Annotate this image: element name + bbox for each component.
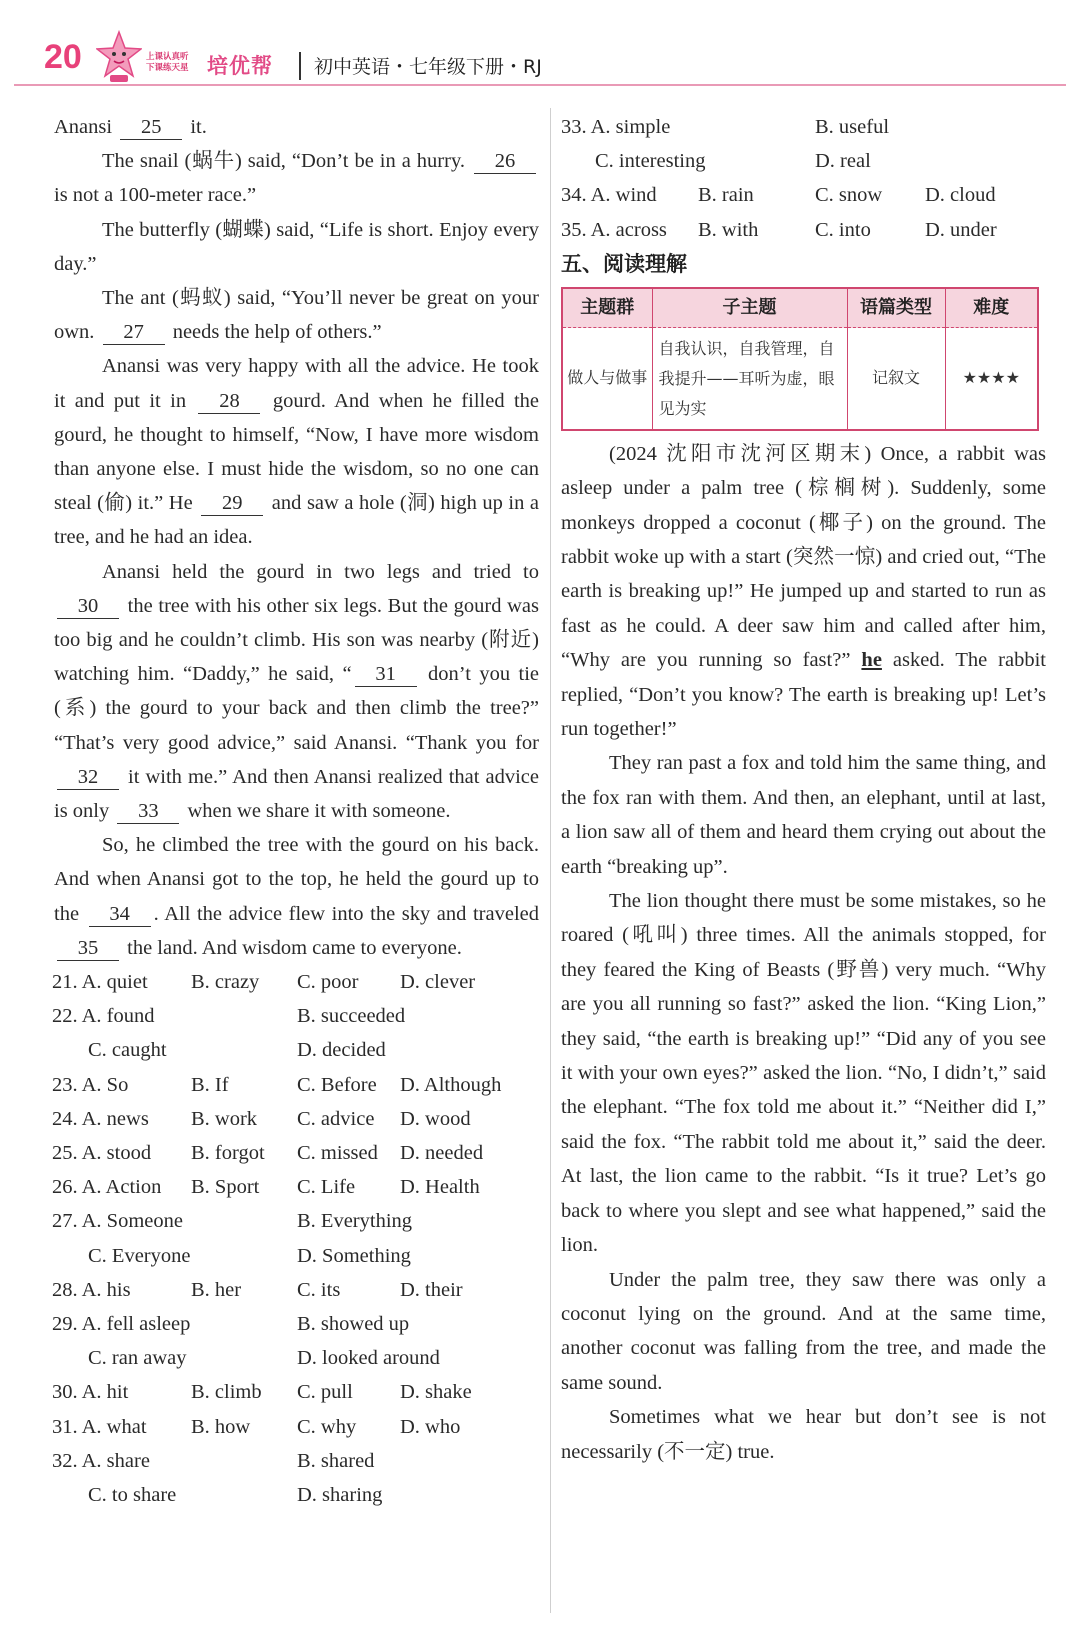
option-a[interactable]: 28. A. his [52, 1278, 131, 1301]
options-list-right [561, 110, 1046, 247]
option-row [54, 1102, 539, 1136]
table-header: 语篇类型 [847, 288, 945, 328]
option-row [54, 1273, 539, 1307]
option-b[interactable]: B. rain [698, 184, 754, 207]
option-b[interactable]: B. Sport [191, 1176, 260, 1199]
option-b[interactable]: B. shared [297, 1449, 375, 1472]
option-row [561, 213, 1046, 247]
option-c[interactable]: C. ran away [88, 1347, 187, 1370]
option-b[interactable]: B. crazy [191, 971, 260, 994]
option-row [54, 1307, 539, 1341]
option-row [54, 965, 539, 999]
table-header: 难度 [945, 288, 1038, 328]
blank-30[interactable]: 30 [57, 594, 119, 619]
option-d[interactable]: D. real [815, 150, 871, 173]
option-c[interactable]: C. caught [88, 1039, 167, 1062]
option-row [54, 1204, 539, 1238]
option-d[interactable]: D. who [400, 1415, 461, 1438]
option-a[interactable]: 34. A. wind [561, 184, 657, 207]
reading-paragraph: Sometimes what we hear but don’t see is not necessarily (不一定) true. [561, 1406, 1046, 1463]
table-cell: 自我认识，自我管理，自我提升——耳听为虚，眼见为实 [652, 328, 847, 430]
blank-35[interactable]: 35 [57, 936, 119, 961]
option-b[interactable]: B. useful [815, 116, 890, 138]
reading-paragraph: They ran past a fox and told him the same thing, and the fox ran with them. And then, an elephant, until at last, a lion saw all of them and heard them crying out about the earth “breaking up”. [561, 752, 1046, 878]
option-row [54, 1410, 539, 1444]
option-a[interactable]: 26. A. Action [52, 1176, 162, 1199]
option-c[interactable]: C. advice [297, 1107, 375, 1130]
option-c[interactable]: C. Everyone [88, 1244, 191, 1267]
option-a[interactable]: 29. A. fell asleep [52, 1312, 191, 1335]
option-c[interactable]: C. into [815, 218, 871, 241]
option-b[interactable]: B. climb [191, 1381, 262, 1404]
option-row [54, 1444, 539, 1478]
option-a[interactable]: 27. A. Someone [52, 1210, 183, 1233]
option-b[interactable]: B. forgot [191, 1142, 265, 1165]
passage-info-table [561, 287, 1039, 431]
option-row [54, 1033, 539, 1067]
option-b[interactable]: B. If [191, 1073, 229, 1096]
option-d[interactable]: D. decided [297, 1039, 386, 1062]
column-divider [550, 108, 551, 1613]
option-b[interactable]: B. with [698, 218, 759, 241]
passage-paragraph: The butterfly (蝴蝶) said, “Life is short. Enjoy every day.” [54, 218, 539, 275]
passage-paragraph: Anansi was very happy with all the advice. He took it and put it in 28 gourd. And when he filled the gourd, he thought to himself, “Now, I have more wisdom than anyone else. I must hide the wisdom, so no one can steal (偷) it.” He 29 and saw a hole (洞) high up in a tree, and he had an idea. [54, 355, 540, 549]
option-c[interactable]: C. poor [297, 971, 359, 994]
blank-28[interactable]: 28 [198, 389, 260, 414]
option-c[interactable]: C. interesting [595, 150, 706, 173]
option-a[interactable]: 25. A. stood [52, 1142, 152, 1165]
blank-31[interactable]: 31 [355, 662, 417, 687]
option-d[interactable]: D. under [925, 218, 997, 241]
reading-paragraph: (2024 沈阳市沈河区期末) Once, a rabbit was asleep under a palm tree (棕榈树). Suddenly, some monkeys dropped a coconut (椰子) on the ground. The rabbit woke up with a start (突然一惊) and cried out, “The earth is breaking up!” He jumped up and started to run as fast as he could. A deer saw him and called after him, “Why are you running so fast?” he asked. The rabbit replied, “Don’t you know? The earth is breaking up! Let’s run together!” [561, 442, 1046, 740]
blank-29[interactable]: 29 [201, 491, 263, 516]
option-row [561, 178, 1046, 212]
option-d[interactable]: D. sharing [297, 1483, 383, 1506]
option-row [54, 1478, 539, 1512]
header-rule [14, 84, 1066, 86]
passage-paragraph: The snail (蜗牛) said, “Don’t be in a hurry. 26 is not a 100-meter race.” [54, 144, 539, 212]
option-b[interactable]: B. succeeded [297, 1005, 406, 1028]
option-row [54, 1068, 539, 1102]
reading-paragraph: The lion thought there must be some mistakes, so he roared (吼叫) three times. All the animals stopped, for they feared the King of Beasts (野兽) very much. “Why are you all running so fast?” asked the lion. “King Lion,” they said, “the earth is breaking up!” “Did any of you see it with your own eyes?” asked the lion. “No, I didn’t,” said the elephant. “The fox told me about it.” “Neither did I,” said the fox. “The rabbit told me about it,” said the deer. At last, the lion came to the rabbit. “Is it true? Let’s go back to where you slept and see what happened,” said the lion. [561, 890, 1046, 1257]
blank-32[interactable]: 32 [57, 765, 119, 790]
option-a[interactable]: 22. A. found [52, 1005, 155, 1028]
option-c[interactable]: C. why [297, 1415, 357, 1438]
option-row [561, 110, 1046, 144]
option-c[interactable]: C. to share [88, 1483, 177, 1506]
star-mascot-logo [96, 30, 142, 84]
page-number: 20 [44, 38, 82, 76]
reading-paragraph: Under the palm tree, they saw there was only a coconut lying on the ground. And at the same time, another coconut was falling from the tree, and made the same sound. [561, 1268, 1046, 1394]
option-a[interactable]: 35. A. across [561, 218, 667, 241]
blank-34[interactable]: 34 [89, 902, 151, 927]
option-d[interactable]: D. Health [400, 1176, 480, 1199]
option-row [54, 999, 539, 1033]
option-d[interactable]: D. looked around [297, 1347, 440, 1370]
brand-name: 培优帮 [207, 54, 273, 78]
option-d[interactable]: D. Something [297, 1244, 411, 1267]
difficulty-stars: ★★★★ [945, 328, 1038, 430]
book-title: 初中英语・七年级下册・RJ [314, 56, 542, 78]
option-a[interactable]: 33. A. simple [561, 116, 671, 138]
option-c[interactable]: C. Before [297, 1073, 377, 1096]
option-d[interactable]: D. needed [400, 1142, 484, 1165]
blank-27[interactable]: 27 [103, 320, 165, 345]
passage-paragraph: Anansi held the gourd in two legs and tried to 30 the tree with his other six legs. But the gourd was too big and he couldn’t climb. His son was nearby (附近) watching him. “Daddy,” he said, “ 31 don’t you tie (系) the gourd to your back and then climb the tree?” “That’s very good advice,” said Anansi. “Thank you for 32 it with me.” And then Anansi realized that advice is only 33 when we share it with someone. [54, 560, 540, 823]
option-a[interactable]: 21. A. quiet [52, 971, 148, 994]
header-divider [299, 52, 301, 80]
passage-paragraph: So, he climbed the tree with the gourd on his back. And when Anansi got to the top, he held the gourd up to the 34 . All the advice flew into the sky and traveled 35 the land. And wisdom came to everyone. [54, 834, 539, 959]
option-a[interactable]: 24. A. news [52, 1107, 149, 1130]
option-c[interactable]: C. snow [815, 184, 883, 207]
passage-paragraph: Anansi 25 it. [54, 116, 207, 138]
option-b[interactable]: B. her [191, 1278, 242, 1301]
blank-25[interactable]: 25 [120, 115, 182, 140]
option-c[interactable]: C. its [297, 1278, 341, 1301]
option-d[interactable]: D. cloud [925, 184, 996, 207]
blank-26[interactable]: 26 [474, 149, 536, 174]
passage-paragraph: The ant (蚂蚁) said, “You’ll never be great on your own. 27 needs the help of others.” [54, 287, 539, 344]
slogan: 上课认真听 下课练天星 [146, 52, 189, 73]
option-a[interactable]: 32. A. share [52, 1449, 150, 1472]
option-d[interactable]: D. their [400, 1278, 463, 1301]
option-d[interactable]: D. wood [400, 1107, 471, 1130]
option-a[interactable]: 23. A. So [52, 1073, 129, 1096]
option-d[interactable]: D. Although [400, 1073, 502, 1096]
option-a[interactable]: 30. A. hit [52, 1381, 129, 1404]
option-row [54, 1239, 539, 1273]
left-column [54, 110, 539, 1512]
option-b[interactable]: B. showed up [297, 1312, 410, 1335]
page-header [0, 0, 1080, 90]
section-title: 五、阅读理解 [561, 251, 687, 276]
blank-33[interactable]: 33 [117, 799, 179, 824]
option-b[interactable]: B. work [191, 1107, 258, 1130]
option-row [54, 1170, 539, 1204]
option-row [561, 144, 1046, 178]
option-a[interactable]: 31. A. what [52, 1415, 147, 1438]
option-c[interactable]: C. missed [297, 1142, 378, 1165]
right-column [561, 110, 1046, 1469]
option-c[interactable]: C. Life [297, 1176, 356, 1199]
table-cell: 记叙文 [847, 328, 945, 430]
options-list-left [54, 965, 539, 1512]
option-b[interactable]: B. how [191, 1415, 251, 1438]
option-b[interactable]: B. Everything [297, 1210, 413, 1233]
reading-passage [561, 437, 1046, 1469]
table-header: 子主题 [652, 288, 847, 328]
option-d[interactable]: D. shake [400, 1381, 472, 1404]
underlined-word[interactable]: he [861, 649, 882, 672]
table-header: 主题群 [562, 288, 652, 328]
table-cell: 做人与做事 [562, 328, 652, 430]
option-row [54, 1341, 539, 1375]
option-row [54, 1375, 539, 1409]
option-d[interactable]: D. clever [400, 971, 476, 994]
option-row [54, 1136, 539, 1170]
option-c[interactable]: C. pull [297, 1381, 353, 1404]
